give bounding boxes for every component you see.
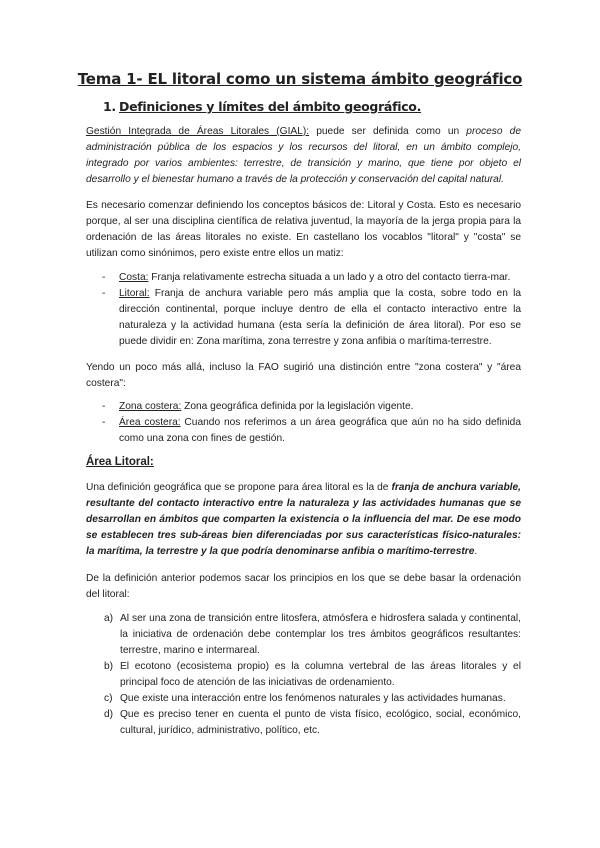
fao-text-2: " y " — [478, 362, 501, 373]
list-text: Cuando nos referimos a un área geográfica que aún no ha sido definida como una zona con fines de gestión. — [119, 417, 521, 444]
area-litoral-title: Área Litoral: — [86, 456, 154, 468]
list-item — [86, 707, 521, 739]
fao-text-1: Yendo un poco más allá, incluso la FAO sugirió una distinción entre " — [86, 362, 419, 373]
list-text: Franja de anchura variable pero más amplia que la costa, sobre todo en la dirección continental, porque incluye dentro de ella el contacto interactivo entre la naturaleza y la actividad humana (esta sería la definición de área litoral). Por eso se puede dividir en: Zona marítima, zona terrestre y zona anfibia o marítima-terrestre. — [119, 288, 521, 347]
coastal-list — [86, 399, 521, 447]
list-text: El ecotono (ecosistema propio) es la columna vertebral de las áreas litorales y el principal foco de atención de las iniciativas de ordenamiento. — [120, 661, 521, 688]
area-litoral-paragraph — [86, 480, 521, 560]
list-marker: - — [102, 401, 106, 412]
section-title: Definiciones y límites del ámbito geográfico. — [119, 99, 422, 114]
list-item — [86, 611, 521, 659]
list-marker: a) — [104, 613, 114, 624]
intro-paragraph — [86, 198, 521, 262]
list-marker: - — [102, 272, 106, 283]
intro-text-2: " y " — [455, 232, 478, 243]
area-litoral-heading — [86, 454, 521, 471]
document-title: Tema 1- EL litoral como un sistema ámbito geográfico — [77, 70, 523, 88]
list-marker: c) — [104, 693, 113, 704]
principles-intro — [86, 571, 521, 603]
gial-definition: proceso de administración pública de los espacios y los recursos del litoral, en un ámbito complejo, integrado por varios ambientes: terrestre, de transición y marino, que tiene por objeto el desarrollo y el bienestar humano a través de la protección y conservación del capital natural. — [86, 126, 522, 185]
section-heading — [103, 99, 421, 114]
gial-paragraph — [86, 124, 521, 188]
list-text: Zona geográfica definida por la legislación vigente. — [181, 401, 414, 412]
area-litoral-end: . — [474, 546, 478, 557]
list-marker: b) — [104, 661, 114, 672]
list-marker: - — [102, 417, 106, 428]
fao-term-area: área costera — [86, 362, 521, 389]
intro-text-3: " se utilizan como sinónimos, pero existe entre ellos un matiz: — [86, 232, 521, 259]
gial-lead: puede ser definida como un — [309, 126, 467, 137]
principles-intro-text: De la definición anterior podemos sacar los principios en los que se debe basar la ordenación del litoral: — [86, 573, 521, 600]
list-term: Litoral: — [119, 288, 150, 299]
area-litoral-lead: Una definición geográfica que se propone para área litoral es la de — [86, 482, 392, 493]
list-text: Al ser una zona de transición entre litosfera, atmósfera e hidrosfera salada y continental, la iniciativa de ordenación debe contemplar los tres ámbitos geográficos resultantes: terrestre, marino e intermareal. — [120, 613, 521, 656]
list-term: Área costera: — [119, 417, 181, 428]
list-item — [86, 659, 521, 691]
principles-list — [86, 611, 521, 739]
gial-term: Gestión Integrada de Áreas Litorales (GIAL): — [86, 126, 310, 137]
list-item — [86, 691, 521, 707]
definitions-list — [86, 270, 521, 350]
list-marker: d) — [104, 709, 114, 720]
list-text: Que existe una interacción entre los fenómenos naturales y las actividades humanas. — [120, 693, 506, 704]
list-term: Zona costera: — [119, 401, 182, 412]
intro-term-litoral: litoral — [430, 232, 456, 243]
list-text: Franja relativamente estrecha situada a un lado y a otro del contacto tierra-mar. — [148, 272, 511, 283]
area-litoral-definition: franja de anchura variable, resultante del contacto interactivo entre la naturaleza y las actividades humanas que se desarrollan en ámbitos que comparten la existencia o la influencia del mar. De ese modo se establecen tres sub-áreas bien diferenciadas por sus características físico-naturales: la marítima, la terrestre y la que podría denominarse anfibia o marítimo-terrestre — [86, 482, 521, 557]
fao-text-3: ": — [119, 378, 126, 389]
list-item — [86, 415, 521, 447]
intro-term-costa: costa — [477, 232, 502, 243]
list-item — [86, 270, 521, 286]
fao-paragraph — [86, 360, 521, 392]
list-item — [86, 286, 521, 350]
section-number: 1. — [103, 99, 116, 114]
fao-term-zona: zona costera — [418, 362, 479, 373]
list-item — [86, 399, 521, 415]
list-text: Que es preciso tener en cuenta el punto de vista físico, ecológico, social, económico, cultural, jurídico, administrativo, político, etc. — [120, 709, 521, 736]
intro-text-1: Es necesario comenzar definiendo los conceptos básicos de: Litoral y Costa. Esto es necesario porque, al ser una disciplina científica de relativa juventud, la mayoría de la jerga propia para la ordenación de las áreas litorales no existe. En castellano los vocablos " — [86, 200, 521, 243]
list-term: Costa: — [119, 272, 149, 283]
list-marker: - — [102, 288, 106, 299]
